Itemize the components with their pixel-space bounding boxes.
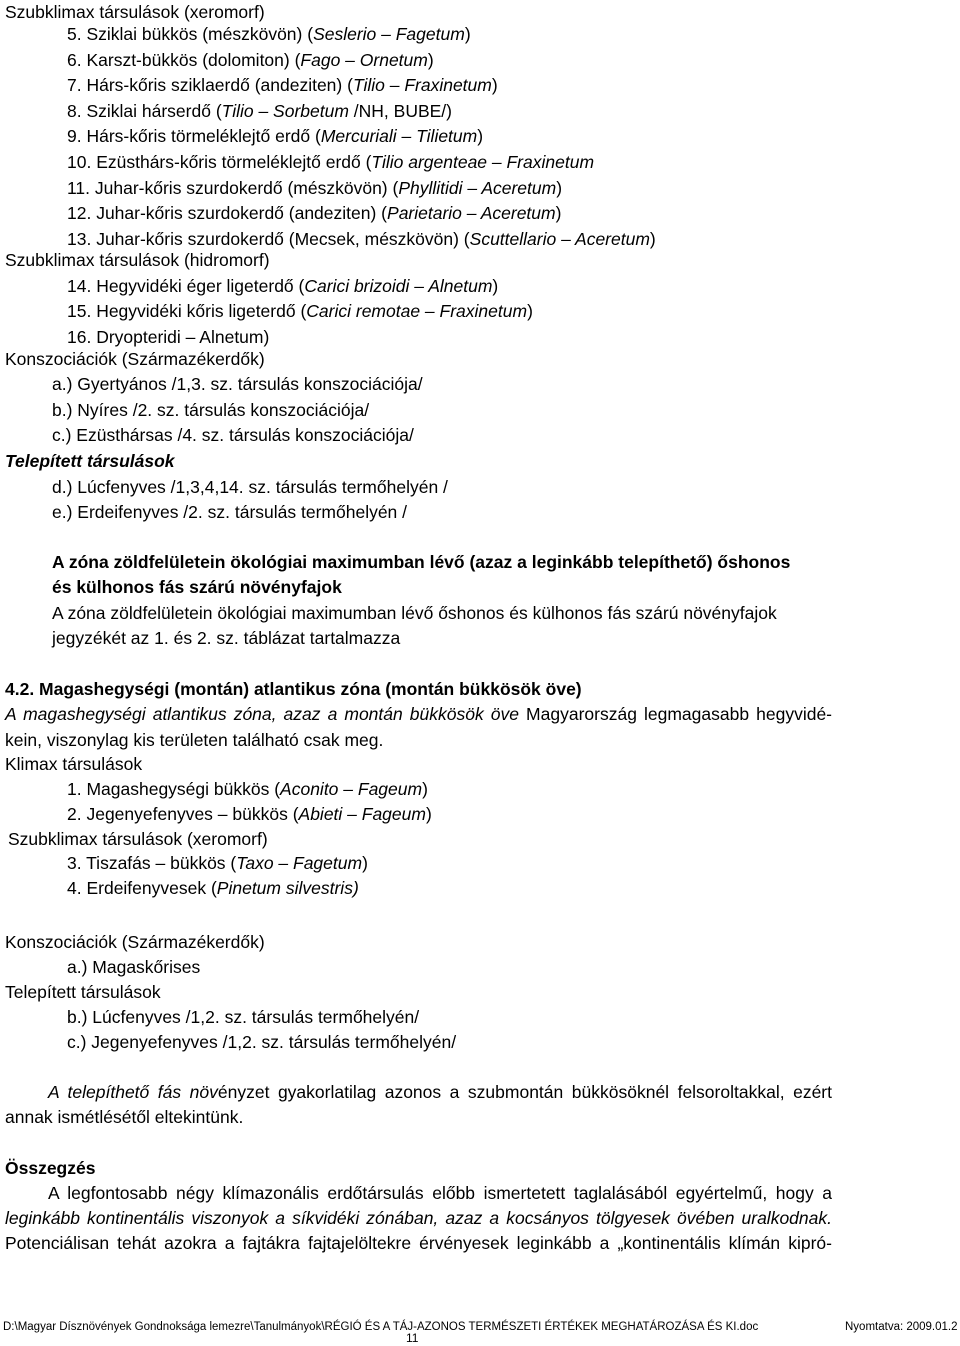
species-name: Parietario – Aceretum <box>387 203 556 224</box>
list-item <box>67 299 533 323</box>
list-item: d.) Lúcfenyves /1,3,4,14. sz. társulás termőhelyén / <box>52 477 448 497</box>
species-name: Scuttellario – Aceretum <box>469 228 650 249</box>
list-item-text: 6. Karszt-bükkös (dolomiton) ( <box>67 49 301 70</box>
section-42-intro-italic: A magashegységi atlantikus zóna, azaz a montán bükkösök öve <box>5 704 519 724</box>
climax-heading: Klimax társulások <box>5 754 143 774</box>
species-name: Aconito – Fageum <box>280 779 423 799</box>
list-item <box>67 201 561 225</box>
list-item-text: ) <box>425 804 432 824</box>
note-rest: ényzet gyakorlatilag azonos a szubmontán bükkösöknél felsoroltakkal, ezért <box>217 1082 832 1102</box>
species-name: Taxo – Fagetum <box>236 853 363 873</box>
species-name: Tilio argenteae – Fraxinetum <box>371 152 595 172</box>
list-item-text: 9. Hárs-kőris törmeléklejtő erdő ( <box>67 126 321 147</box>
list-item <box>67 150 594 174</box>
zone-bold-line-2: és külhonos fás szárú növényfajok <box>52 577 342 597</box>
species-name: Abieti – Fageum <box>298 804 426 824</box>
note-line-1 <box>48 1080 832 1104</box>
list-item <box>67 777 428 801</box>
list-item: c.) Jegenyefenyves /1,2. sz. társulás termőhelyén/ <box>67 1032 457 1052</box>
list-item-text: 4. Erdeifenyvesek ( <box>67 878 217 898</box>
list-item: e.) Erdeifenyves /2. sz. társulás termőhelyén / <box>52 502 408 522</box>
species-name: Tilio – Sorbetum <box>221 100 349 121</box>
list-item-text: ) <box>527 301 533 322</box>
summary-line-3: Potenciálisan tehát azokra a fajtákra fajtajelöltekre érvényesek leginkább a „kontinentális klímán kipró- <box>5 1233 832 1253</box>
list-item-text: 1. Magashegységi bükkös ( <box>67 779 281 799</box>
section-42-heading: 4.2. Magashegységi (montán) atlantikus zóna (montán bükkösök öve) <box>5 679 582 699</box>
telep-heading: Telepített társulások <box>5 982 161 1002</box>
section-heading-hidromorf: Szubklimax társulások (hidromorf) <box>5 250 270 270</box>
zone-paragraph-line-1: A zóna zöldfelületein ökológiai maximumban lévő őshonos és külhonos fás szárú növényfajok <box>52 603 777 623</box>
list-item <box>67 73 498 97</box>
footer-path: D:\Magyar Dísznövények Gondnoksága lemezre\Tanulmányok\RÉGIÓ ÉS A TÁJ-AZONOS TERMÉSZETI ÉRTÉKEK MEGHATÁROZÁSA ÉS KI.doc <box>3 1321 759 1333</box>
list-item: b.) Lúcfenyves /1,2. sz. társulás termőhelyén/ <box>67 1007 420 1027</box>
list-item: a.) Gyertyános /1,3. sz. társulás konszociációja/ <box>52 374 423 394</box>
list-item <box>67 851 368 875</box>
kons-heading: Konszociációk (Származékerdők) <box>5 932 265 952</box>
section-heading-telepitett: Telepített társulások <box>5 451 175 471</box>
list-item-text: /NH, BUBE/) <box>348 100 452 121</box>
species-name: Seslerio – Fagetum <box>313 24 465 44</box>
species-name: Carici brizoidi – Alnetum <box>304 276 493 296</box>
summary-line-2: leginkább kontinentális viszonyok a síkvidéki zónában, azaz a kocsányos tölgyesek övében uralkodnak. <box>5 1208 832 1228</box>
note-line-2: annak ismétlésétől eltekintünk. <box>5 1107 244 1127</box>
note-italic: A telepíthető fás növ <box>48 1082 218 1102</box>
list-item-text: ) <box>427 49 434 70</box>
list-item-text: 14. Hegyvidéki éger ligeterdő ( <box>67 276 305 296</box>
list-item-text: ) <box>492 276 499 296</box>
list-item-text: ) <box>477 126 484 147</box>
list-item <box>67 22 471 46</box>
list-item <box>67 274 498 298</box>
list-item-text: ) <box>649 228 656 249</box>
list-item: a.) Magaskőrises <box>67 957 201 977</box>
list-item-text: 7. Hárs-kőris sziklaerdő (andeziten) ( <box>67 75 353 96</box>
list-item-text: 13. Juhar-kőris szurdokerdő (Mecsek, mészkövön) ( <box>67 228 470 249</box>
list-item-text: 12. Juhar-kőris szurdokerdő (andeziten) ( <box>67 203 388 224</box>
list-item-text: 5. Sziklai bükkös (mészkövön) ( <box>67 24 314 44</box>
section-heading-konszociaciok: Konszociációk (Származékerdők) <box>5 349 265 369</box>
species-name: Pinetum silvestris) <box>216 878 359 898</box>
page-number: 11 <box>406 1331 419 1345</box>
list-item-text: 11. Juhar-kőris szurdokerdő (mészkövön) ( <box>67 177 399 198</box>
list-item-text: 8. Sziklai hárserdő ( <box>67 100 222 121</box>
list-item: b.) Nyíres /2. sz. társulás konszociációja/ <box>52 400 370 420</box>
list-item-text: ) <box>422 779 428 799</box>
species-name: Phyllitidi – Aceretum <box>398 177 557 198</box>
list-item <box>67 48 434 72</box>
list-item: c.) Ezüsthársas /4. sz. társulás konszociációja/ <box>52 425 414 445</box>
species-name: Fago – Ornetum <box>300 49 428 70</box>
list-item-text: ) <box>491 75 498 96</box>
list-item <box>67 876 359 900</box>
list-item-text: ) <box>362 853 368 873</box>
list-item <box>67 176 562 200</box>
section-42-intro <box>5 702 832 726</box>
zone-paragraph-line-2: jegyzékét az 1. és 2. sz. táblázat tartalmazza <box>52 628 401 648</box>
list-item-text: 3. Tiszafás – bükkös ( <box>67 853 237 873</box>
list-item-text: ) <box>555 203 562 224</box>
subclimax-heading: Szubklimax társulások (xeromorf) <box>8 829 268 849</box>
list-item-text: 2. Jegenyefenyves – bükkös ( <box>67 804 299 824</box>
list-item <box>67 124 483 148</box>
list-item-text: ) <box>556 177 563 198</box>
list-item <box>67 802 432 826</box>
list-item-text: 10. Ezüsthárs-kőris törmeléklejtő erdő ( <box>67 152 372 172</box>
species-name: Carici remotae – Fraxinetum <box>306 301 528 322</box>
footer-printed: Nyomtatva: 2009.01.2 <box>845 1321 958 1333</box>
list-item-text: ) <box>464 24 471 44</box>
summary-heading: Összegzés <box>5 1158 96 1178</box>
section-heading-xeromorf: Szubklimax társulások (xeromorf) <box>5 2 265 22</box>
list-item <box>67 99 452 123</box>
list-item <box>67 325 269 349</box>
section-42-intro-line-2: kein, viszonylag kis területen található csak meg. <box>5 730 384 750</box>
list-item-text: 16. Dryopteridi – Alnetum) <box>67 326 270 347</box>
species-name: Tilio – Fraxinetum <box>352 75 492 96</box>
section-42-intro-rest: Magyarország legmagasabb hegyvidé- <box>519 704 833 724</box>
summary-line-1: A legfontosabb négy klímazonális erdőtársulás előbb ismertetett taglalásából egyértelmű, hogy a <box>48 1183 832 1203</box>
zone-bold-line-1: A zóna zöldfelületein ökológiai maximumban lévő (azaz a leginkább telepíthető) őshonos <box>52 552 791 572</box>
list-item-text: 15. Hegyvidéki kőris ligeterdő ( <box>67 301 307 322</box>
species-name: Mercuriali – Tilietum <box>320 126 478 147</box>
